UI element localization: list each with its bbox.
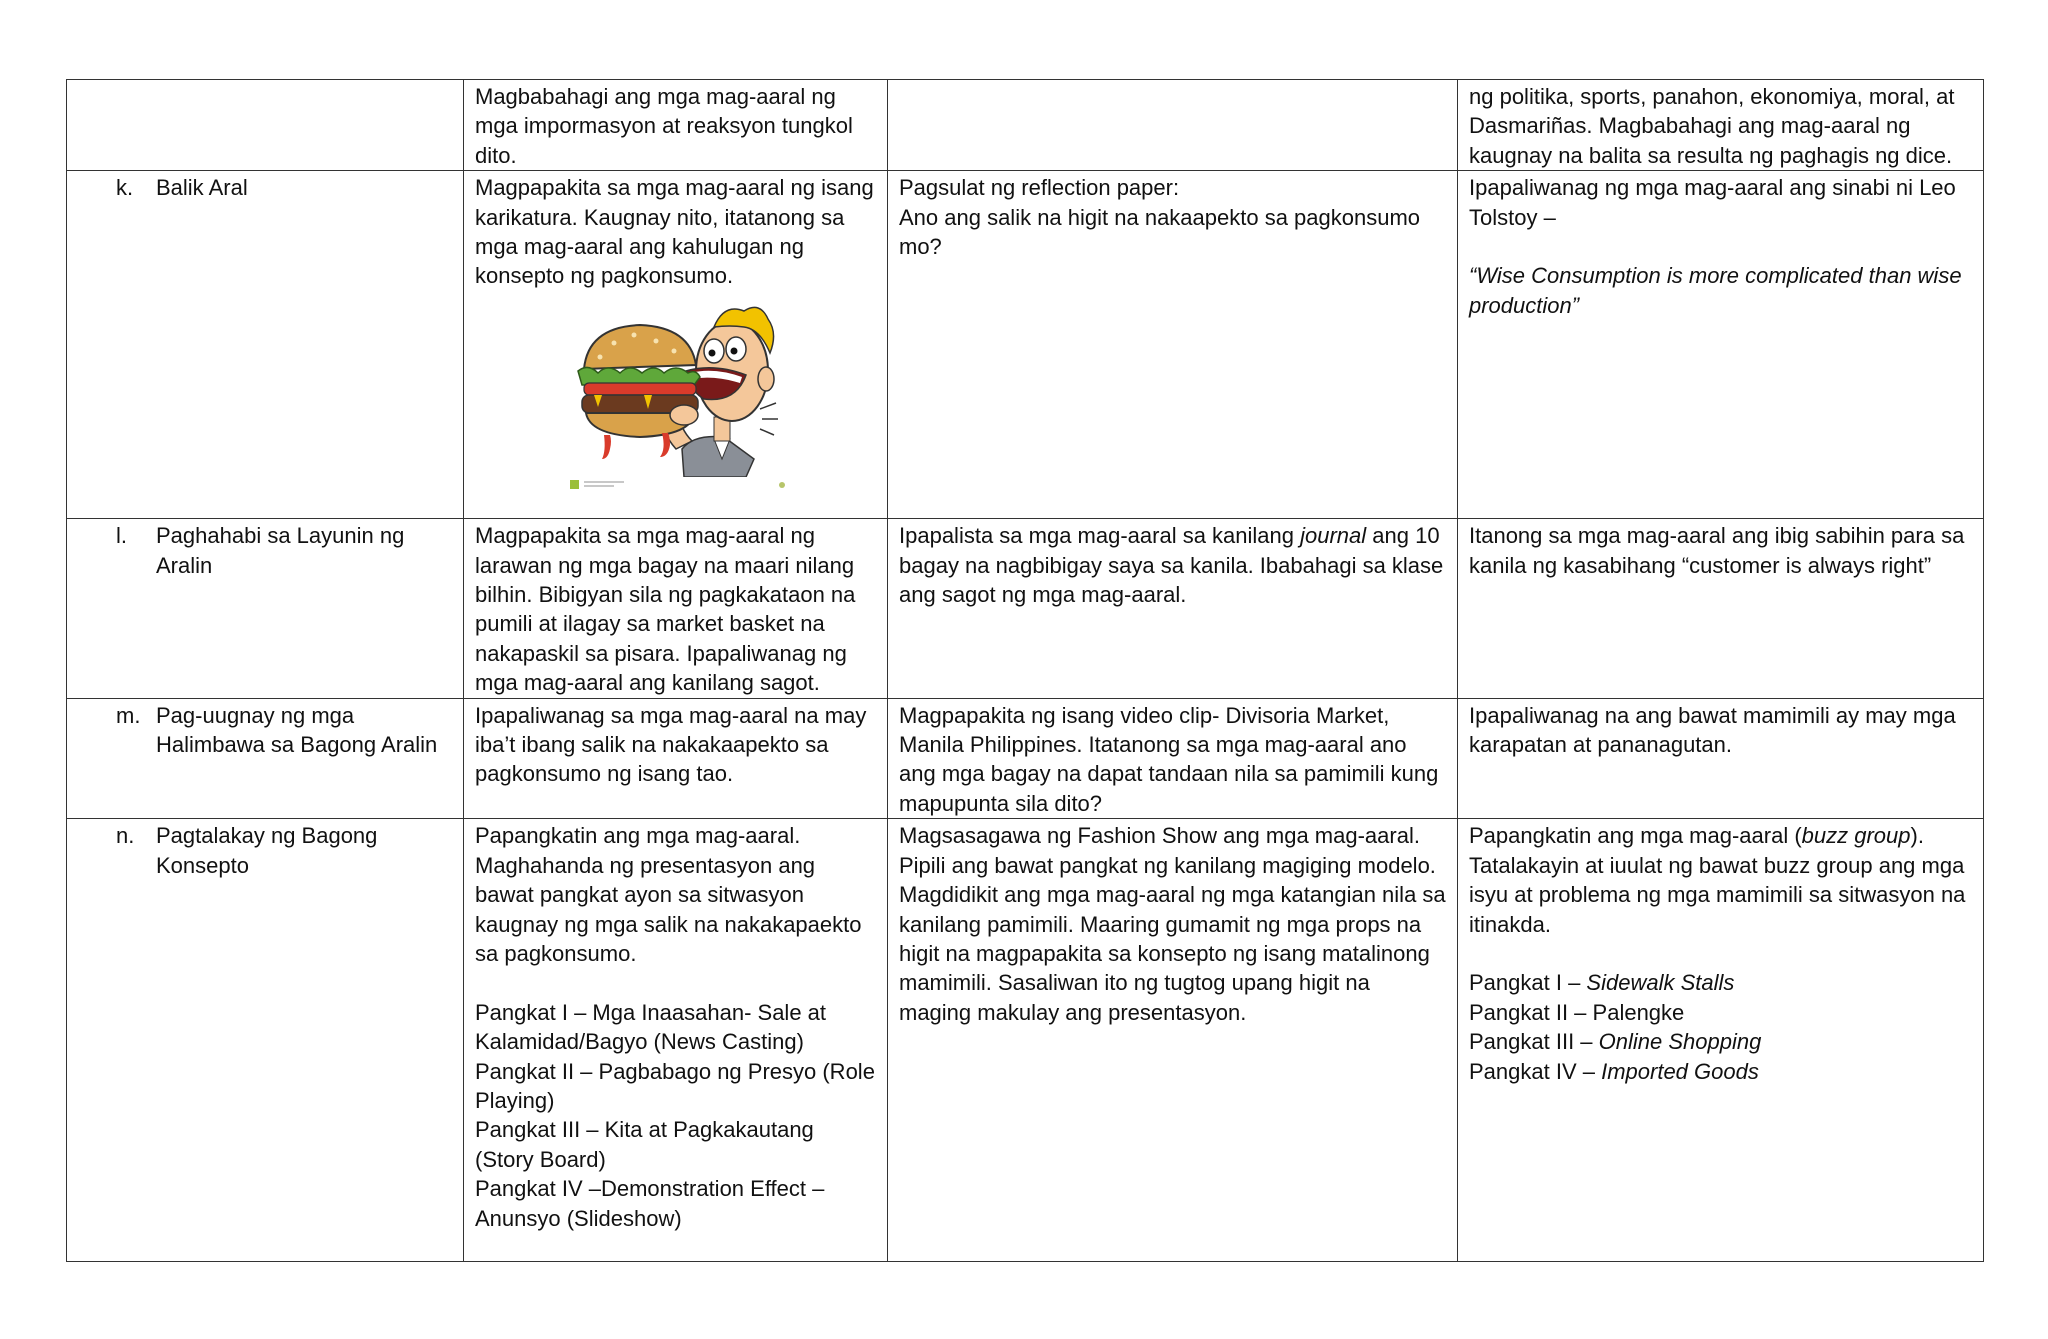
group-item: Pangkat I – Sidewalk Stalls: [1469, 970, 1735, 996]
row-label: Pagtalakay ng Bagong Konsepto: [156, 823, 378, 878]
row-label: Pag-uugnay ng mga Halimbawa sa Bagong Aralin: [156, 702, 438, 758]
cell-text: ng politika, sports, panahon, ekonomiya, moral, at Dasmariñas. Magbabahagi ang mag-aaral ng kaugnay na balita sa resulta ng paghagis ng dice.: [1469, 84, 1955, 168]
quote-text: “Wise Consumption is more complicated than wise production”: [1469, 263, 1962, 318]
row-label-cell: [67, 519, 464, 698]
table-row: [67, 698, 1984, 819]
cell-text: Papangkatin ang mga mag-aaral. Maghahanda ng presentasyon ang bawat pangkat ayon sa sitwasyon kaugnay ng mga salik na nakakapaekto sa pagkonsumo.: [475, 823, 862, 966]
cell-text: Ipapaliwanag sa mga mag-aaral na may iba’t ibang salik na nakakaapekto sa pagkonsumo ng isang tao.: [475, 702, 867, 787]
row-letter: n.: [116, 823, 135, 849]
row-label-cell: [67, 819, 464, 1262]
activity-cell: [1458, 171, 1984, 519]
row-letter: m.: [116, 702, 141, 728]
activity-cell: [888, 80, 1458, 171]
activity-cell: [464, 698, 888, 819]
activity-cell: [464, 171, 888, 519]
table-row: [67, 171, 1984, 519]
row-label-cell: [67, 698, 464, 819]
group-item: Pangkat IV – Imported Goods: [1469, 1058, 1759, 1084]
cell-text: Ipapaliwanag na ang bawat mamimili ay may mga karapatan at pananagutan.: [1469, 702, 1956, 758]
row-letter: k.: [116, 175, 134, 201]
activity-cell: [888, 698, 1458, 819]
group-item: Pangkat III – Online Shopping: [1469, 1029, 1762, 1055]
burger-eating-cartoon-icon: [564, 299, 794, 495]
activity-cell: [1458, 819, 1984, 1262]
activity-cell: [888, 819, 1458, 1262]
activity-cell: [464, 819, 888, 1262]
table-row: [67, 819, 1984, 1262]
cell-text: Magpapakita sa mga mag-aaral ng larawan ng mga bagay na maari nilang bilhin. Bibigyan sila ng pagkakataon na pumili at ilagay sa market basket na nakapaskil sa pisara. Ipapaliwanag ng mga mag-aaral ang kanilang sagot.: [475, 523, 856, 696]
row-label: Balik Aral: [156, 175, 248, 201]
table-row: [67, 80, 1984, 171]
cell-text: Magsasagawa ng Fashion Show ang mga mag-aaral. Pipili ang bawat pangkat ng kanilang magiging modelo. Magdidikit ang mga mag-aaral ng mga katangian nila sa kanilang pamimili. Maaring gumamit ng mga props na higit na magpapakita sa konsepto ng isang matalinong mamimili. Sasaliwan ito ng tugtog upang higit na maging makulay ang presentasyon.: [899, 823, 1446, 1025]
cell-text: Ipapalista sa mga mag-aaral sa kanilang journal ang 10 bagay na nagbibigay saya sa kanila. Ibabahagi sa klase ang sagot ng mga mag-aaral.: [899, 523, 1444, 608]
table-row: [67, 519, 1984, 698]
cell-text: Magbabahagi ang mga mag-aaral ng mga impormasyon at reaksyon tungkol dito.: [475, 84, 853, 168]
row-label-cell: [67, 80, 464, 171]
activity-cell: [464, 80, 888, 171]
group-item: Pangkat III – Kita at Pagkakautang (Story Board): [475, 1117, 814, 1172]
cell-text: Ano ang salik na higit na nakaapekto sa pagkonsumo mo?: [899, 204, 1421, 260]
cell-text: Papangkatin ang mga mag-aaral (buzz group). Tatalakayin at iuulat ng bawat buzz group ang mga isyu at problema ng mga mamimili sa sitwasyon na itinakda.: [1469, 823, 1966, 937]
group-item: Pangkat I – Mga Inaasahan- Sale at Kalamidad/Bagyo (News Casting): [475, 999, 827, 1055]
activity-cell: [888, 171, 1458, 519]
cell-text: Magpapakita sa mga mag-aaral ng isang karikatura. Kaugnay nito, itatanong sa mga mag-aaral ang kahulugan ng konsepto ng pagkonsumo.: [475, 175, 874, 289]
group-item: Pangkat II – Pagbabago ng Presyo (Role Playing): [475, 1058, 875, 1113]
group-item: Pangkat IV –Demonstration Effect – Anunsyo (Slideshow): [475, 1176, 825, 1231]
row-letter: l.: [116, 523, 127, 549]
activity-cell: [1458, 80, 1984, 171]
activity-cell: [464, 519, 888, 698]
group-item: Pangkat II – Palengke: [1469, 999, 1685, 1025]
lesson-plan-table: [66, 79, 1984, 1262]
cell-text: Itanong sa mga mag-aaral ang ibig sabihin para sa kanila ng kasabihang “customer is always right”: [1469, 523, 1965, 578]
activity-cell: [888, 519, 1458, 698]
cell-text: Pagsulat ng reflection paper:: [899, 175, 1180, 201]
cell-text: Ipapaliwanag ng mga mag-aaral ang sinabi ni Leo Tolstoy –: [1469, 175, 1956, 230]
activity-cell: [1458, 698, 1984, 819]
cell-text: Magpapakita ng isang video clip- Divisoria Market, Manila Philippines. Itatanong sa mga mag-aaral ano ang mga bagay na dapat tandaan nila sa pamimili kung mapupunta sila dito?: [899, 702, 1439, 816]
row-label: Paghahabi sa Layunin ng Aralin: [156, 523, 405, 578]
row-label-cell: [67, 171, 464, 519]
activity-cell: [1458, 519, 1984, 698]
